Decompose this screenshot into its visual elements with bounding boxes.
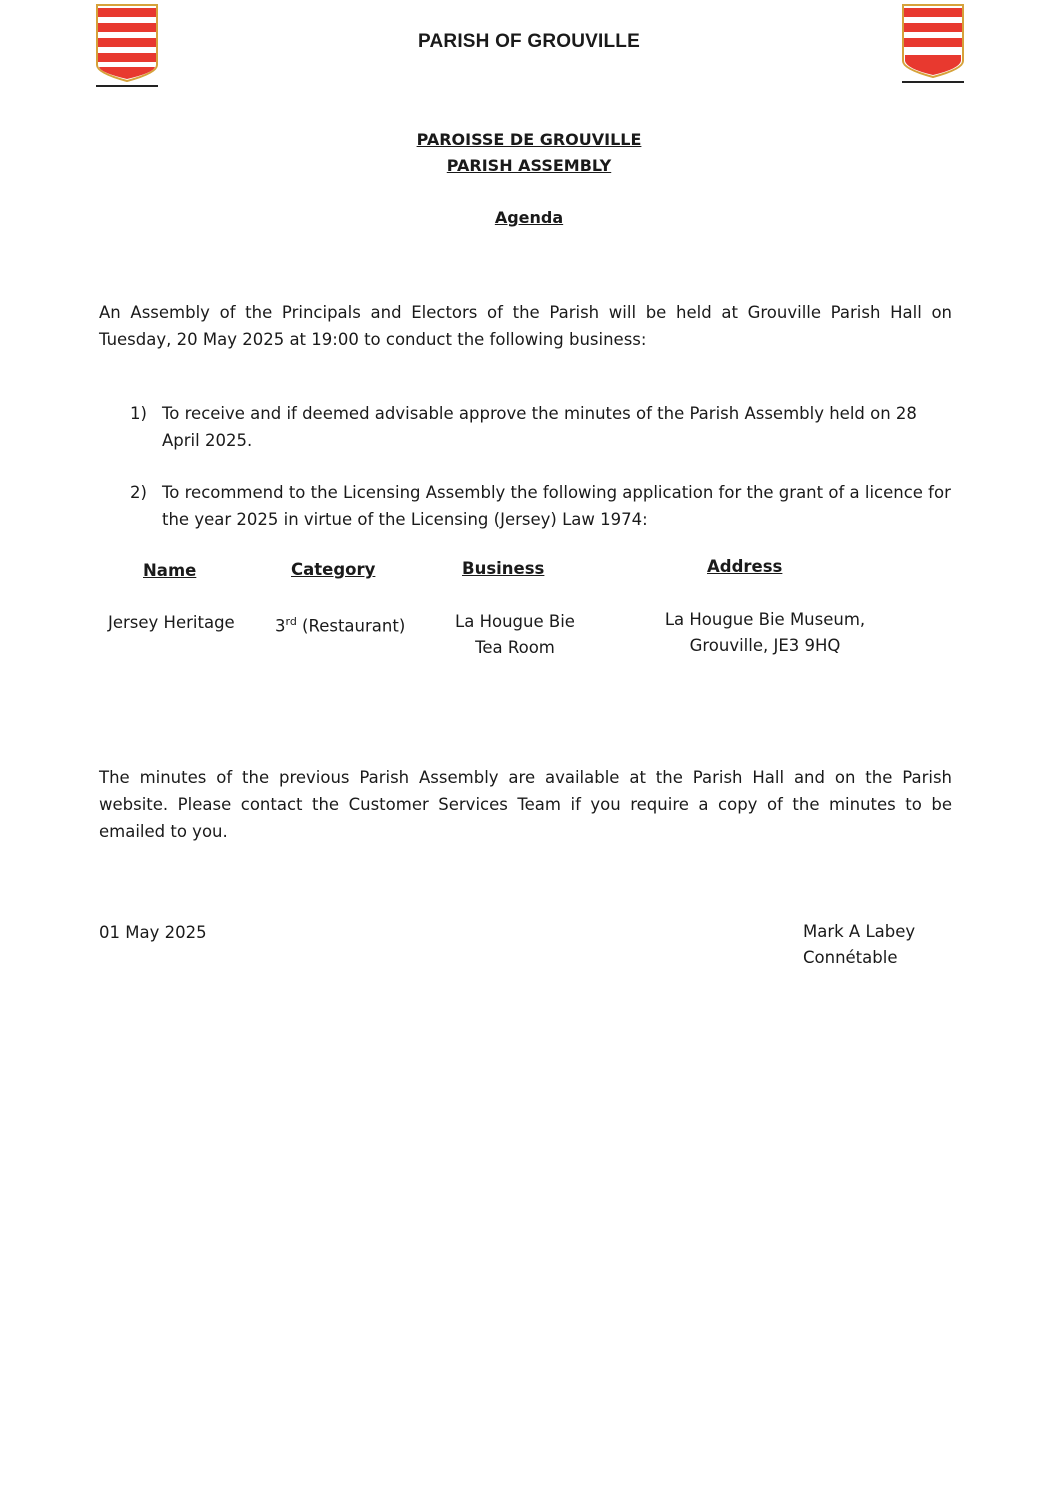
category-ordinal: rd (285, 615, 297, 628)
address-line: Grouville, JE3 9HQ (689, 636, 841, 655)
agenda-item-number: 1) (130, 404, 147, 423)
signature-block (803, 919, 915, 971)
agenda-heading: Agenda (494, 208, 564, 227)
agenda-item-number: 2) (130, 483, 147, 502)
assembly-heading: PARISH ASSEMBLY (446, 156, 612, 175)
column-header-category: Category (291, 560, 376, 579)
crest-rule (96, 85, 158, 87)
signer-name: Mark A Labey (803, 922, 916, 941)
category-label: (Restaurant) (296, 616, 406, 636)
licence-address-cell (640, 607, 890, 659)
licence-name-cell: Jersey Heritage (108, 613, 235, 632)
licence-business-cell (435, 609, 595, 661)
column-header-business: Business (462, 559, 545, 578)
column-header-address: Address (707, 557, 783, 576)
agenda-item-text: To recommend to the Licensing Assembly the following application for the grant of a licence for the year 2025 in virtue of the Licensing (Jersey) Law 1974: (162, 483, 951, 529)
business-line: Tea Room (475, 638, 555, 657)
category-number: 3 (275, 616, 286, 636)
signer-title: Connétable (803, 948, 898, 967)
address-line: La Hougue Bie Museum, (664, 610, 866, 629)
page-title: PARISH OF GROUVILLE (418, 31, 640, 52)
intro-paragraph: An Assembly of the Principals and Electors of the Parish will be held at Grouville Parish Hall on Tuesday, 20 May 2025 at 19:00 to conduct the following business: (99, 303, 952, 349)
crest-rule (902, 81, 964, 83)
column-header-name: Name (143, 561, 197, 580)
french-heading: PAROISSE DE GROUVILLE (416, 130, 642, 149)
licence-category-cell (275, 609, 405, 640)
closing-paragraph: The minutes of the previous Parish Assembly are available at the Parish Hall and on the Parish website. Please contact the Customer Services Team if you require a copy of the minutes to be emailed to you. (99, 768, 952, 841)
document-date: 01 May 2025 (99, 923, 207, 942)
business-line: La Hougue Bie (455, 612, 575, 631)
agenda-item-text: To receive and if deemed advisable approve the minutes of the Parish Assembly held on 28 April 2025. (162, 404, 917, 450)
